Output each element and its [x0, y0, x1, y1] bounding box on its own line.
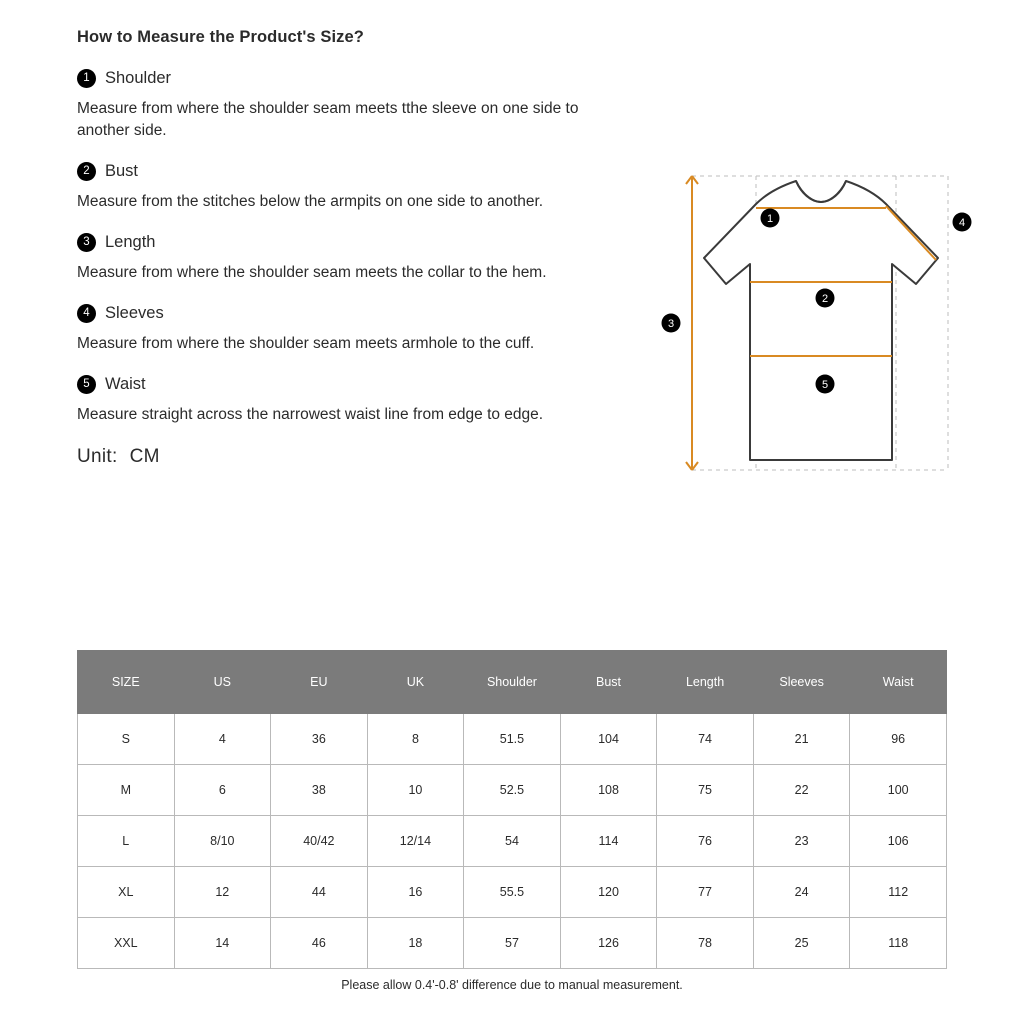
cell-length: 75 [657, 765, 754, 816]
cell-sleeves: 23 [753, 816, 850, 867]
step-description: Measure from the stitches below the armpits on one side to another. [77, 193, 544, 210]
cell-us: 4 [174, 714, 271, 765]
cell-waist: 106 [850, 816, 947, 867]
cell-size: L [78, 816, 175, 867]
cell-uk: 16 [367, 867, 464, 918]
step-title [77, 162, 637, 181]
step-shoulder [77, 69, 637, 142]
cell-us: 6 [174, 765, 271, 816]
step-label: Shoulder [105, 69, 172, 87]
unit-label: Unit: [77, 446, 118, 467]
cell-eu: 38 [271, 765, 368, 816]
cell-sleeves: 25 [753, 918, 850, 969]
cell-shoulder: 54 [464, 816, 561, 867]
cell-length: 77 [657, 867, 754, 918]
cell-length: 78 [657, 918, 754, 969]
cell-waist: 112 [850, 867, 947, 918]
step-sleeves [77, 304, 637, 355]
step-number-badge: 2 [77, 162, 96, 181]
step-description: Measure from where the shoulder seam meets tthe sleeve on one side to another side. [77, 100, 579, 139]
cell-us: 12 [174, 867, 271, 918]
cell-size: M [78, 765, 175, 816]
cell-eu: 36 [271, 714, 368, 765]
cell-size: S [78, 714, 175, 765]
step-label: Waist [105, 375, 146, 393]
unit-row [77, 446, 637, 468]
cell-sleeves: 21 [753, 714, 850, 765]
svg-text:1: 1 [766, 213, 774, 225]
cell-size: XL [78, 867, 175, 918]
cell-sleeves: 22 [753, 765, 850, 816]
table-row [78, 816, 947, 867]
svg-text:4: 4 [958, 217, 966, 229]
step-number-badge: 3 [77, 233, 96, 252]
column-header-bust: Bust [560, 651, 657, 714]
cell-uk: 12/14 [367, 816, 464, 867]
unit-value: CM [129, 446, 160, 467]
step-description: Measure from where the shoulder seam meets the collar to the hem. [77, 264, 547, 281]
cell-uk: 18 [367, 918, 464, 969]
step-bust [77, 162, 637, 213]
cell-bust: 126 [560, 918, 657, 969]
cell-us: 14 [174, 918, 271, 969]
svg-text:3: 3 [667, 318, 675, 330]
cell-length: 76 [657, 816, 754, 867]
cell-eu: 46 [271, 918, 368, 969]
step-label: Bust [105, 162, 139, 180]
step-number-badge: 5 [77, 375, 96, 394]
step-title [77, 69, 637, 88]
cell-uk: 10 [367, 765, 464, 816]
svg-text:5: 5 [821, 379, 829, 391]
cell-bust: 108 [560, 765, 657, 816]
table-row [78, 867, 947, 918]
column-header-size: SIZE [78, 651, 175, 714]
cell-shoulder: 57 [464, 918, 561, 969]
step-waist [77, 375, 637, 426]
cell-us: 8/10 [174, 816, 271, 867]
measurement-footnote: Please allow 0.4'-0.8' difference due to manual measurement. [341, 978, 683, 992]
cell-bust: 120 [560, 867, 657, 918]
cell-sleeves: 24 [753, 867, 850, 918]
step-description: Measure from where the shoulder seam meets armhole to the cuff. [77, 335, 535, 352]
step-title [77, 233, 637, 252]
table-row [78, 765, 947, 816]
cell-shoulder: 55.5 [464, 867, 561, 918]
column-header-shoulder: Shoulder [464, 651, 561, 714]
column-header-waist: Waist [850, 651, 947, 714]
cell-shoulder: 51.5 [464, 714, 561, 765]
column-header-eu: EU [271, 651, 368, 714]
cell-bust: 104 [560, 714, 657, 765]
cell-length: 74 [657, 714, 754, 765]
cell-eu: 40/42 [271, 816, 368, 867]
cell-eu: 44 [271, 867, 368, 918]
table-header-row [78, 651, 947, 714]
column-header-length: Length [657, 651, 754, 714]
length-measure-line [686, 176, 698, 470]
cell-shoulder: 52.5 [464, 765, 561, 816]
column-header-sleeves: Sleeves [753, 651, 850, 714]
cell-uk: 8 [367, 714, 464, 765]
column-header-us: US [174, 651, 271, 714]
step-label: Length [105, 233, 156, 251]
cell-waist: 96 [850, 714, 947, 765]
step-title [77, 304, 637, 323]
step-number-badge: 1 [77, 69, 96, 88]
cell-size: XXL [78, 918, 175, 969]
cell-waist: 118 [850, 918, 947, 969]
page-title: How to Measure the Product's Size? [77, 28, 364, 46]
cell-waist: 100 [850, 765, 947, 816]
table-row [78, 714, 947, 765]
size-chart-table [77, 650, 947, 969]
instructions-column [77, 28, 637, 468]
svg-text:2: 2 [821, 293, 829, 305]
table-row [78, 918, 947, 969]
cell-bust: 114 [560, 816, 657, 867]
step-length [77, 233, 637, 284]
step-title [77, 375, 637, 394]
step-label: Sleeves [105, 304, 164, 322]
step-description: Measure straight across the narrowest waist line from edge to edge. [77, 406, 544, 423]
step-number-badge: 4 [77, 304, 96, 323]
column-header-uk: UK [367, 651, 464, 714]
tshirt-diagram [648, 160, 988, 490]
